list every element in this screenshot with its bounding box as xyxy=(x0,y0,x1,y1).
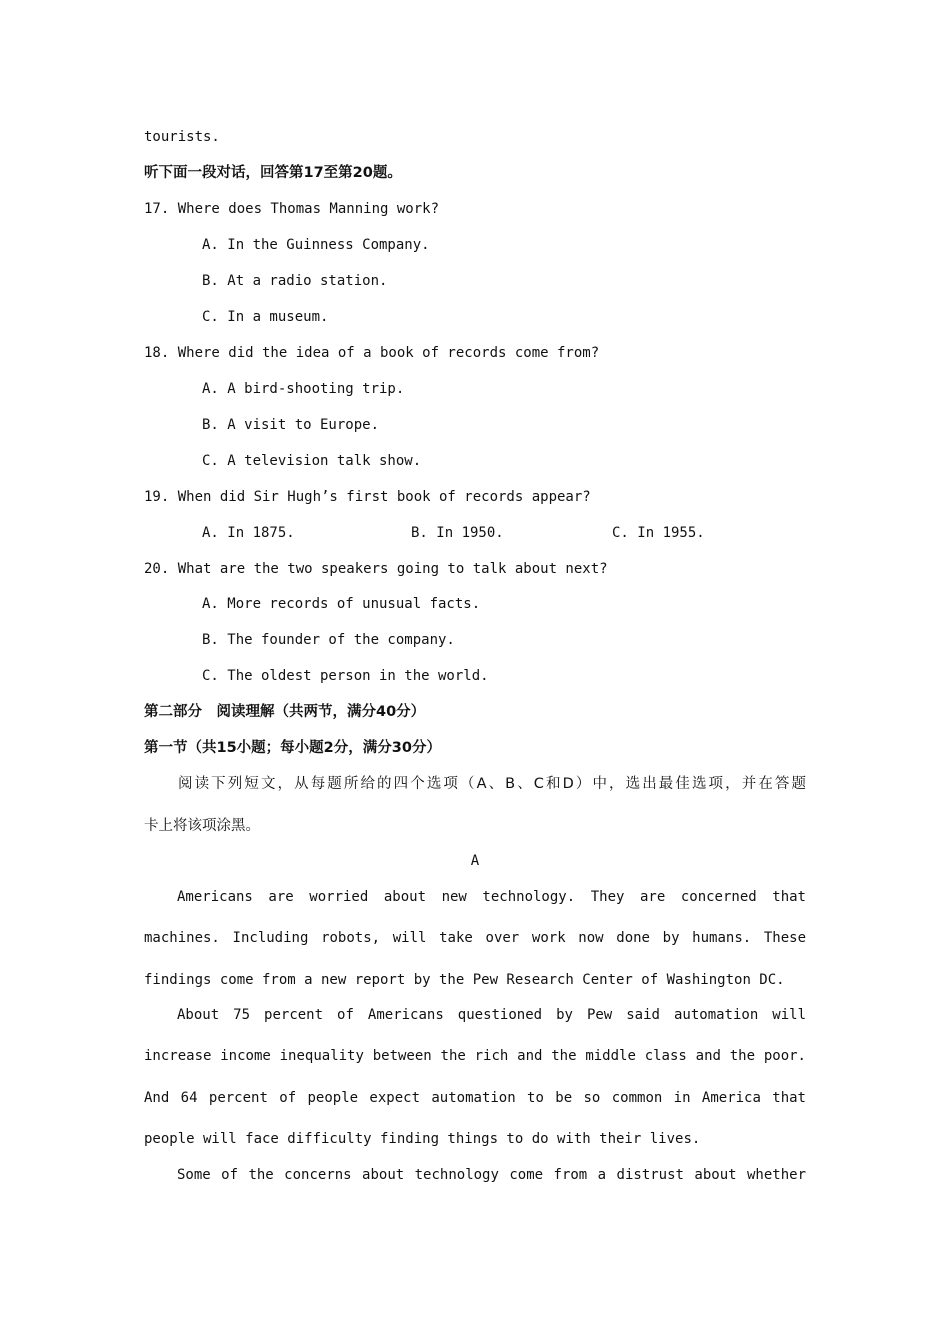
option-18b: B. A visit to Europe. xyxy=(202,417,380,433)
passage-line-4: About 75 percent of Americans questioned by Pew said automation will xyxy=(177,1007,806,1023)
option-20c: C. The oldest person in the world. xyxy=(202,668,489,684)
part-two-heading: 第二部分 阅读理解（共两节，满分40分） xyxy=(144,704,426,720)
option-19a: A. In 1875. xyxy=(202,525,295,541)
option-18c: C. A television talk show. xyxy=(202,453,422,469)
passage-line-3: findings come from a new report by the Pew Research Center of Washington DC. xyxy=(144,972,785,988)
passage-line-2: machines. Including robots, will take over work now done by humans. These xyxy=(144,930,806,946)
option-17c: C. In a museum. xyxy=(202,309,329,325)
question-18: 18. Where did the idea of a book of records come from? xyxy=(144,345,600,361)
listening-instruction: 听下面一段对话，回答第17至第20题。 xyxy=(144,165,402,181)
option-20b: B. The founder of the company. xyxy=(202,632,455,648)
option-20a: A. More records of unusual facts. xyxy=(202,596,481,612)
question-17: 17. Where does Thomas Manning work? xyxy=(144,201,440,217)
reading-instruction-line-2: 卡上将该项涂黑。 xyxy=(144,818,260,834)
option-19b: B. In 1950. xyxy=(411,525,504,541)
option-18a: A. A bird-shooting trip. xyxy=(202,381,405,397)
passage-line-5: increase income inequality between the rich and the middle class and the poor. xyxy=(144,1048,806,1064)
passage-line-7: people will face difficulty finding things to do with their lives. xyxy=(144,1131,701,1147)
question-19: 19. When did Sir Hugh’s first book of records appear? xyxy=(144,489,591,505)
section-one-heading: 第一节（共15小题；每小题2分，满分30分） xyxy=(144,740,441,756)
option-17b: B. At a radio station. xyxy=(202,273,388,289)
option-19c: C. In 1955. xyxy=(612,525,705,541)
passage-line-8: Some of the concerns about technology come from a distrust about whether xyxy=(177,1167,806,1183)
continued-text: tourists. xyxy=(144,129,220,145)
passage-line-6: And 64 percent of people expect automation to be so common in America that xyxy=(144,1090,806,1106)
reading-instruction-line-1: 阅读下列短文，从每题所给的四个选项（A、B、C和D）中，选出最佳选项，并在答题 xyxy=(178,776,806,792)
question-20: 20. What are the two speakers going to talk about next? xyxy=(144,561,608,577)
passage-label: A xyxy=(470,853,480,869)
option-17a: A. In the Guinness Company. xyxy=(202,237,430,253)
passage-line-1: Americans are worried about new technology. They are concerned that xyxy=(177,889,806,905)
